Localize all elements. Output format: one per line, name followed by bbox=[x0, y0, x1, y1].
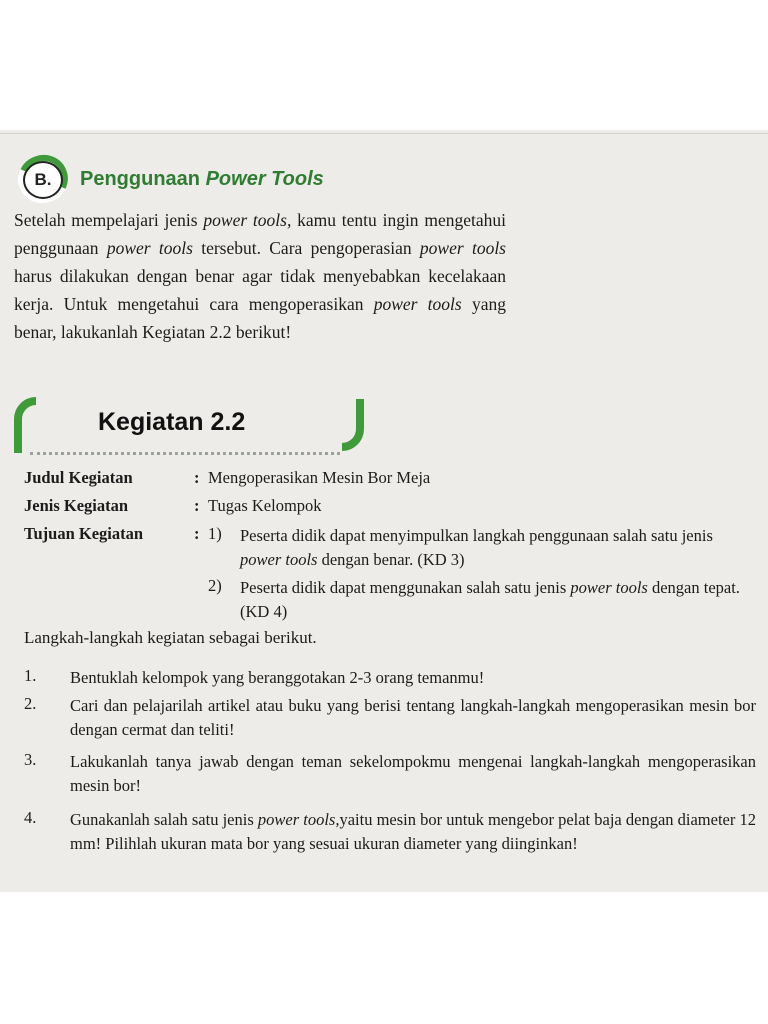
jenis-value: Tugas Kelompok bbox=[208, 496, 322, 515]
judul-value: Mengoperasikan Mesin Bor Meja bbox=[208, 468, 431, 487]
section-letter: B. bbox=[23, 161, 63, 199]
judul-label: Judul Kegiatan bbox=[24, 468, 133, 487]
jenis-label: Jenis Kegiatan bbox=[24, 496, 129, 515]
section-title: Penggunaan Power Tools bbox=[80, 168, 324, 190]
objective-text: Peserta didik dapat menggunakan salah satu jenis power tools dengan tepat. (KD 4) bbox=[240, 578, 740, 621]
dotted-divider bbox=[30, 452, 340, 455]
step-number: 4. bbox=[24, 808, 37, 827]
step-number: 3. bbox=[24, 750, 37, 769]
step-text: Cari dan pelajarilah artikel atau buku yang berisi tentang langkah-langkah mengoperasikan mesin bor dengan cermat dan teliti! bbox=[70, 696, 756, 739]
intro-paragraph: Setelah mempelajari jenis power tools, kamu tentu ingin mengetahui penggunaan power tools tersebut. Cara pengoperasian power tools harus dilakukan dengan benar agar tidak menyebabkan kecelakaan kerja. Untuk mengetahui cara mengoperasikan power tools yang benar, lakukanlah Kegiatan 2.2 berikut! bbox=[14, 210, 506, 342]
step-number: 1. bbox=[24, 666, 37, 685]
jenis-colon: : bbox=[194, 496, 200, 515]
tujuan-colon: : bbox=[194, 524, 200, 543]
activity-title: Kegiatan 2.2 bbox=[98, 408, 246, 436]
step-text: Lakukanlah tanya jawab dengan teman sekelompokmu mengenai langkah-langkah mengoperasikan mesin bor! bbox=[70, 752, 756, 795]
page-top-edge bbox=[0, 133, 768, 134]
step-number: 2. bbox=[24, 694, 37, 713]
tujuan-label: Tujuan Kegiatan bbox=[24, 524, 144, 543]
objective-number: 1) bbox=[208, 524, 222, 543]
section-badge bbox=[18, 155, 68, 203]
steps-intro: Langkah-langkah kegiatan sebagai berikut. bbox=[24, 628, 317, 647]
step-text: Gunakanlah salah satu jenis power tools,yaitu mesin bor untuk mengebor pelat baja dengan diameter 12 mm! Pilihlah ukuran mata bor yang sesuai ukuran diameter yang diinginkan! bbox=[70, 810, 756, 853]
step-text: Bentuklah kelompok yang beranggotakan 2-3 orang temanmu! bbox=[70, 668, 485, 687]
left-bracket-decoration bbox=[14, 397, 36, 453]
judul-colon: : bbox=[194, 468, 200, 487]
objective-number: 2) bbox=[208, 576, 222, 595]
objective-text: Peserta didik dapat menyimpulkan langkah penggunaan salah satu jenis power tools dengan benar. (KD 3) bbox=[240, 526, 713, 569]
